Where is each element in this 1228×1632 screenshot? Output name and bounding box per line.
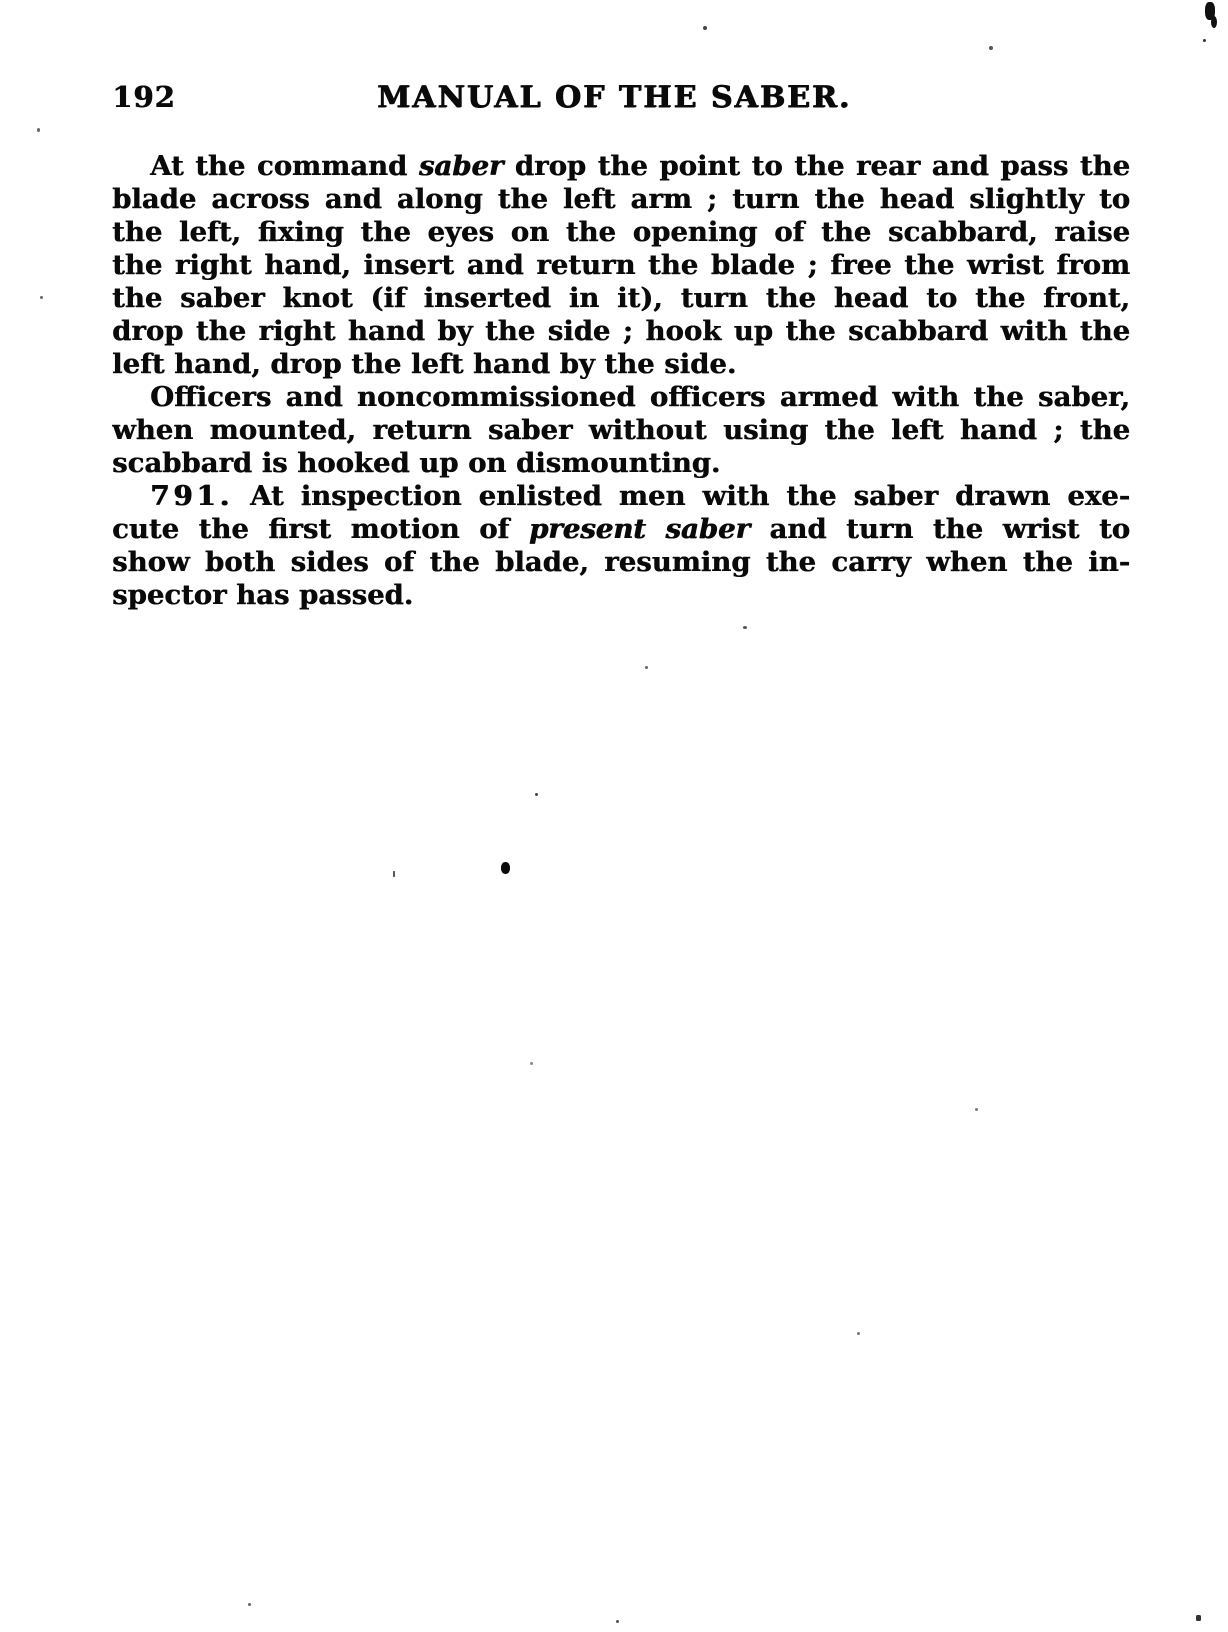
- ink-speck: [393, 871, 395, 877]
- ink-speck: [40, 296, 43, 299]
- text-segment: the saber knot (if inserted in it), turn the head to the front,: [112, 282, 1130, 314]
- ink-speck: [975, 1108, 978, 1111]
- text-line: [112, 282, 1130, 315]
- ink-speck: [1211, 16, 1217, 28]
- text-line: [112, 183, 1130, 216]
- ink-speck: [535, 793, 538, 796]
- ink-speck: [743, 626, 747, 629]
- text-segment: 791.: [150, 480, 233, 512]
- text-line: [112, 480, 1130, 513]
- text-segment: At inspection enlisted men with the saber drawn exe-: [232, 480, 1130, 512]
- text-segment: and turn the wrist to: [749, 513, 1130, 545]
- text-line: [112, 315, 1130, 348]
- ink-speck: [645, 666, 648, 669]
- text-segment: present saber: [528, 513, 750, 545]
- ink-speck: [989, 46, 993, 50]
- paragraph: [112, 480, 1130, 612]
- ink-speck: [37, 128, 40, 132]
- paragraph: [112, 381, 1130, 480]
- text-line: [112, 579, 1130, 612]
- text-segment: drop the right hand by the side ; hook up the scabbard with the: [112, 315, 1130, 347]
- text-segment: scabbard is hooked up on dismounting.: [112, 447, 721, 479]
- ink-speck: [1205, 2, 1215, 20]
- ink-speck: [616, 1620, 619, 1623]
- text-segment: when mounted, return saber without using the left hand ; the: [112, 414, 1130, 446]
- paragraph: [112, 150, 1130, 381]
- text-segment: At the command: [150, 150, 419, 182]
- page-title: MANUAL OF THE SABER.: [376, 80, 852, 115]
- text-line: [112, 216, 1130, 249]
- text-segment: saber: [418, 150, 504, 182]
- ink-speck: [501, 862, 510, 874]
- text-line: [112, 249, 1130, 282]
- text-line: [112, 348, 1130, 381]
- text-line: [112, 381, 1130, 414]
- text-line: [112, 513, 1130, 546]
- text-segment: Officers and noncommissioned officers armed with the saber,: [150, 381, 1130, 413]
- ink-speck: [857, 1332, 860, 1335]
- text-line: [112, 447, 1130, 480]
- text-segment: drop the point to the rear and pass the: [503, 150, 1130, 182]
- text-segment: the left, fixing the eyes on the opening of the scabbard, raise: [112, 216, 1130, 248]
- page-header: [0, 80, 1228, 120]
- ink-speck: [248, 1603, 251, 1606]
- text-segment: spector has passed.: [112, 579, 414, 611]
- ink-speck: [530, 1062, 533, 1065]
- text-segment: left hand, drop the left hand by the side.: [112, 348, 737, 380]
- text-line: [112, 150, 1130, 183]
- ink-speck: [1196, 1615, 1201, 1621]
- text-segment: the right hand, insert and return the blade ; free the wrist from: [112, 249, 1130, 281]
- text-line: [112, 414, 1130, 447]
- ink-speck: [1203, 39, 1206, 42]
- text-segment: blade across and along the left arm ; turn the head slightly to: [112, 183, 1130, 215]
- text-segment: show both sides of the blade, resuming the carry when the in-: [112, 546, 1130, 578]
- page-number: 192: [112, 80, 176, 114]
- text-segment: cute the first motion of: [112, 513, 529, 545]
- ink-speck: [703, 26, 707, 30]
- body-text: [112, 150, 1130, 612]
- text-line: [112, 546, 1130, 579]
